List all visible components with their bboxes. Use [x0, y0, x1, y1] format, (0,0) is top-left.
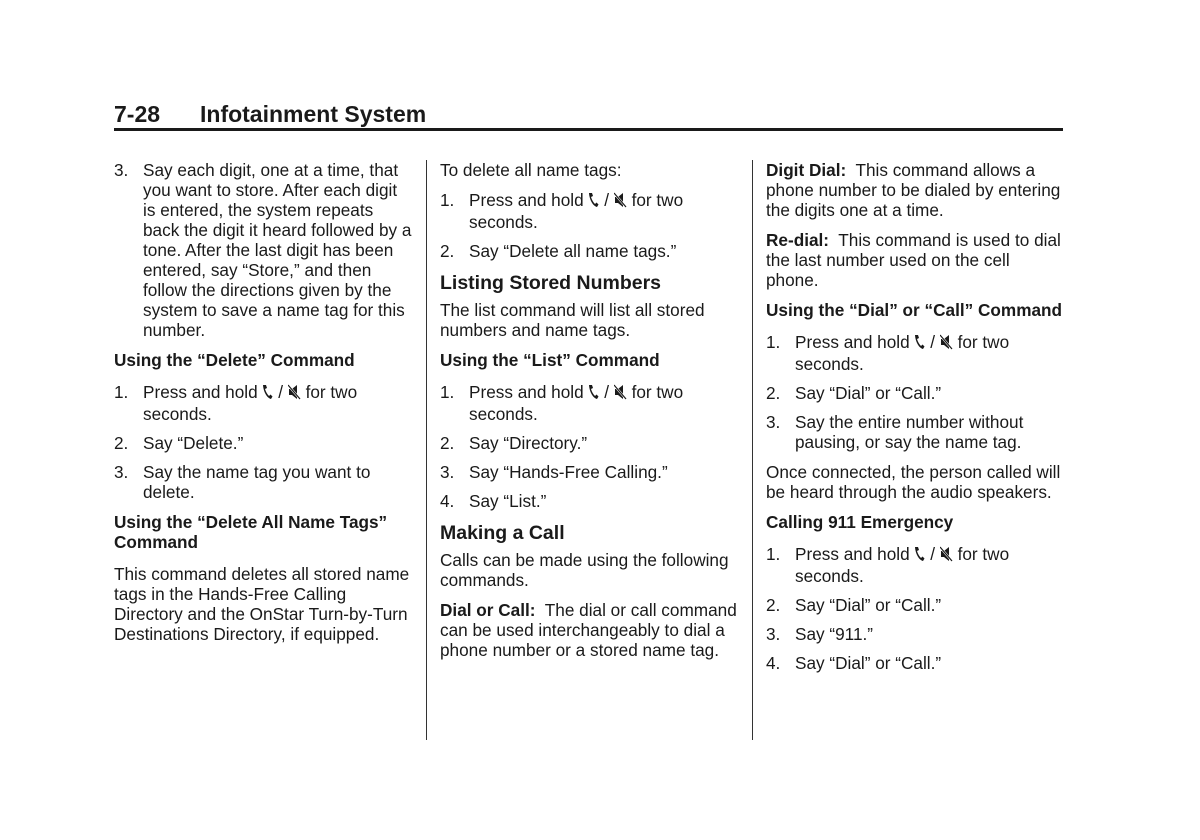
- step-number: 3.: [766, 412, 781, 432]
- paragraph: [440, 600, 740, 660]
- step-number: 2.: [440, 241, 455, 261]
- step-text: Say “List.”: [469, 491, 547, 511]
- column-3: [766, 160, 1066, 683]
- paragraph: Once connected, the person called will be heard through the audio speakers.: [766, 462, 1061, 502]
- mute-speaker-icon: [288, 384, 301, 404]
- subheading: Using the “Delete” Command: [114, 350, 355, 370]
- list-item: [766, 595, 1066, 615]
- step-number: 1.: [440, 382, 455, 402]
- step-text: Say “Dial” or “Call.”: [795, 653, 942, 673]
- page-number: 7-28: [114, 101, 161, 127]
- step-text: Press and hold: [469, 382, 584, 402]
- list-item: [440, 241, 740, 261]
- steps-list: [766, 544, 1066, 673]
- list-item: [440, 491, 740, 511]
- step-text: Say “911.”: [795, 624, 874, 644]
- step-text: Press and hold: [795, 332, 910, 352]
- step-number: 3.: [114, 462, 129, 482]
- step-text: Say “Dial” or “Call.”: [795, 383, 942, 403]
- paragraph: [766, 160, 1066, 220]
- subheading: Using the “List” Command: [440, 350, 660, 370]
- list-item: [766, 332, 1066, 374]
- step-text: for two seconds.: [795, 544, 1010, 586]
- step-number: 1.: [766, 332, 781, 352]
- column-2: [440, 160, 740, 670]
- step-number: 3.: [766, 624, 781, 644]
- subheading: Calling 911 Emergency: [766, 512, 954, 532]
- phone-handset-icon: [588, 192, 599, 212]
- list-item: [766, 412, 1066, 452]
- step-number: 3.: [440, 462, 455, 482]
- step-number: 2.: [114, 433, 129, 453]
- mute-speaker-icon: [940, 334, 953, 354]
- list-item: [766, 383, 1066, 403]
- term-label: Digit Dial:: [766, 160, 847, 180]
- paragraph: [766, 230, 1066, 290]
- term-label: Dial or Call:: [440, 600, 536, 620]
- list-item: [440, 382, 740, 424]
- step-text: Press and hold: [469, 190, 584, 210]
- step-text: Press and hold: [795, 544, 910, 564]
- paragraph: This command deletes all stored name tags in the Hands-Free Calling Directory and the OnStar Turn-by-Turn Destinations Directory, if equipped.: [114, 564, 410, 644]
- mute-speaker-icon: [614, 384, 627, 404]
- step-text: Say “Hands-Free Calling.”: [469, 462, 668, 482]
- steps-list: [114, 382, 414, 502]
- step-number: 2.: [766, 595, 781, 615]
- term-text: The dial or call command can be used interchangeably to dial a phone number or a stored name tag.: [440, 600, 737, 660]
- step-text: for two seconds.: [469, 190, 684, 232]
- term-text: This command allows a phone number to be dialed by entering the digits one at a time.: [766, 160, 1061, 220]
- subheading: Using the “Dial” or “Call” Command: [766, 300, 1063, 320]
- list-item: [766, 624, 1066, 644]
- header-rule: [114, 128, 1063, 131]
- phone-handset-icon: [914, 334, 925, 354]
- phone-handset-icon: [262, 384, 273, 404]
- phone-handset-icon: [588, 384, 599, 404]
- step-number: 1.: [440, 190, 455, 210]
- icon-separator: /: [604, 382, 609, 402]
- step-number: 1.: [114, 382, 129, 402]
- step-number: 2.: [766, 383, 781, 403]
- step-text: for two seconds.: [143, 382, 358, 424]
- phone-handset-icon: [914, 546, 925, 566]
- list-item: [114, 382, 414, 424]
- mute-speaker-icon: [614, 192, 627, 212]
- column-divider: [426, 160, 427, 740]
- column-divider: [752, 160, 753, 740]
- list-item: [114, 160, 414, 340]
- step-number: 3.: [114, 160, 129, 180]
- step-text: Say “Dial” or “Call.”: [795, 595, 942, 615]
- step-text: Say each digit, one at a time, that you want to store. After each digit is entered, the system repeats back the digit it heard followed by a tone. After the last digit has been entered, say “Store,” and then follow the directions given by the system to save a name tag for this number.: [143, 160, 412, 340]
- steps-list: [766, 332, 1066, 452]
- section-title: Infotainment System: [200, 101, 427, 127]
- step-text: Say the name tag you want to delete.: [143, 462, 371, 502]
- steps-list: [440, 190, 740, 261]
- step-text: Say the entire number without pausing, or say the name tag.: [795, 412, 1024, 452]
- icon-separator: /: [278, 382, 283, 402]
- list-item: [440, 433, 740, 453]
- list-item: [114, 462, 414, 502]
- list-item: [766, 544, 1066, 586]
- step-number: 4.: [440, 491, 455, 511]
- step-number: 1.: [766, 544, 781, 564]
- mute-speaker-icon: [940, 546, 953, 566]
- list-item: [440, 190, 740, 232]
- list-item: [114, 433, 414, 453]
- paragraph: Calls can be made using the following commands.: [440, 550, 729, 590]
- paragraph: The list command will list all stored numbers and name tags.: [440, 300, 705, 340]
- step-text: for two seconds.: [469, 382, 684, 424]
- column-1: [114, 160, 414, 654]
- step-text: Say “Delete.”: [143, 433, 244, 453]
- icon-separator: /: [604, 190, 609, 210]
- list-item: [766, 653, 1066, 673]
- step-number: 2.: [440, 433, 455, 453]
- step-text: Say “Directory.”: [469, 433, 588, 453]
- step-text: Say “Delete all name tags.”: [469, 241, 677, 261]
- step-text: Press and hold: [143, 382, 258, 402]
- steps-list: [440, 382, 740, 511]
- paragraph: To delete all name tags:: [440, 160, 622, 180]
- list-item: [440, 462, 740, 482]
- icon-separator: /: [930, 544, 935, 564]
- icon-separator: /: [930, 332, 935, 352]
- subheading: Using the “Delete All Name Tags” Command: [114, 512, 388, 552]
- section-heading: Listing Stored Numbers: [440, 272, 662, 294]
- page-header: [114, 101, 1063, 131]
- step-text: for two seconds.: [795, 332, 1010, 374]
- term-text: This command is used to dial the last number used on the cell phone.: [766, 230, 1061, 290]
- step-number: 4.: [766, 653, 781, 673]
- section-heading: Making a Call: [440, 522, 565, 544]
- term-label: Re-dial:: [766, 230, 830, 250]
